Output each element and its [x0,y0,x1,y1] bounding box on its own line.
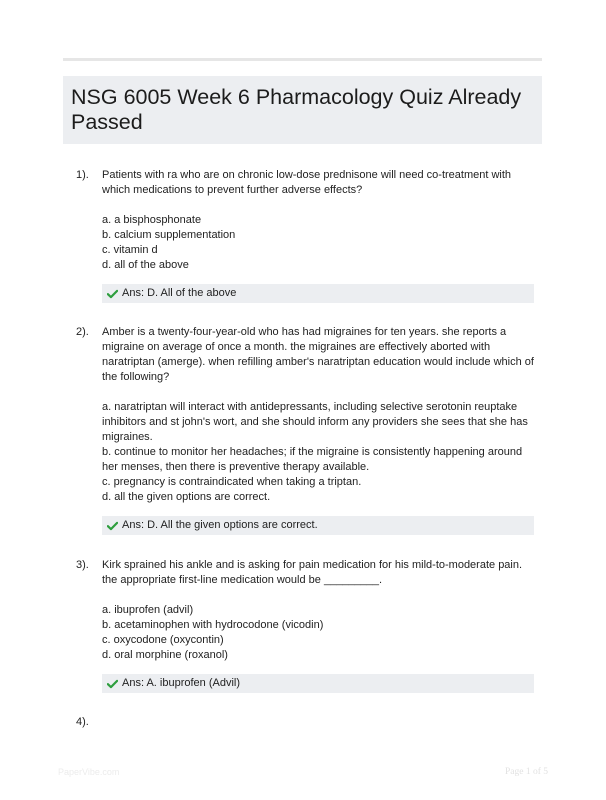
question-number: 2). [76,326,89,338]
question-stem: Kirk sprained his ankle and is asking for pain medication for his mild-to-moderate pain. the appropriate first-line medication would be _________. [102,559,523,586]
answer-text: Ans: D. All of the above [122,287,237,299]
page-number: Page 1 of 5 [504,767,548,777]
answer-box [102,284,534,303]
title-banner [63,76,542,144]
checkmark-icon [107,521,118,531]
answer-option-d: d. all the given options are correct. [102,491,271,503]
answer-text: Ans: D. All the given options are correct. [122,519,318,531]
question-3 [63,558,542,693]
answer-option-b: b. continue to monitor her headaches; if the migraine is consistently happening around her menses, then there is preventive therapy available. [102,446,523,473]
answer-box [102,674,534,693]
question-stem: Amber is a twenty-four-year-old who has had migraines for ten years. she reports a migraine on average of once a month. the migraines are effectively aborted with naratriptan (amerge). when refilling amber's naratriptan education would include which of the following? [102,326,534,383]
page-title: NSG 6005 Week 6 Pharmacology Quiz Already Passed [71,85,522,134]
question-number: 3). [76,559,89,571]
footer-watermark: PaperVibe.com [58,767,120,777]
answer-option-d: d. oral morphine (roxanol) [102,649,228,661]
answer-option-c: c. vitamin d [102,244,158,256]
question-number: 4). [76,716,89,728]
answer-option-a: a. a bisphosphonate [102,214,202,226]
answer-text: Ans: A. ibuprofen (Advil) [122,677,241,689]
question-1 [63,168,542,303]
answer-option-a: a. naratriptan will interact with antidepressants, including selective serotonin reuptake inhibitors and st john's wort, and she should inform any providers she sees that she has migraines. [102,401,528,443]
checkmark-icon [107,679,118,689]
top-divider [63,58,542,61]
answer-option-b: b. calcium supplementation [102,229,236,241]
answer-option-c: c. oxycodone (oxycontin) [102,634,224,646]
answer-option-b: b. acetaminophen with hydrocodone (vicodin) [102,619,324,631]
answer-option-c: c. pregnancy is contraindicated when taking a triptan. [102,476,362,488]
question-number: 1). [76,169,89,181]
checkmark-icon [107,289,118,299]
answer-box [102,516,534,535]
question-2 [63,325,542,535]
answer-option-a: a. ibuprofen (advil) [102,604,194,616]
question-stem: Patients with ra who are on chronic low-dose prednisone will need co-treatment with which medications to prevent further adverse effects? [102,169,512,196]
answer-option-d: d. all of the above [102,259,189,271]
